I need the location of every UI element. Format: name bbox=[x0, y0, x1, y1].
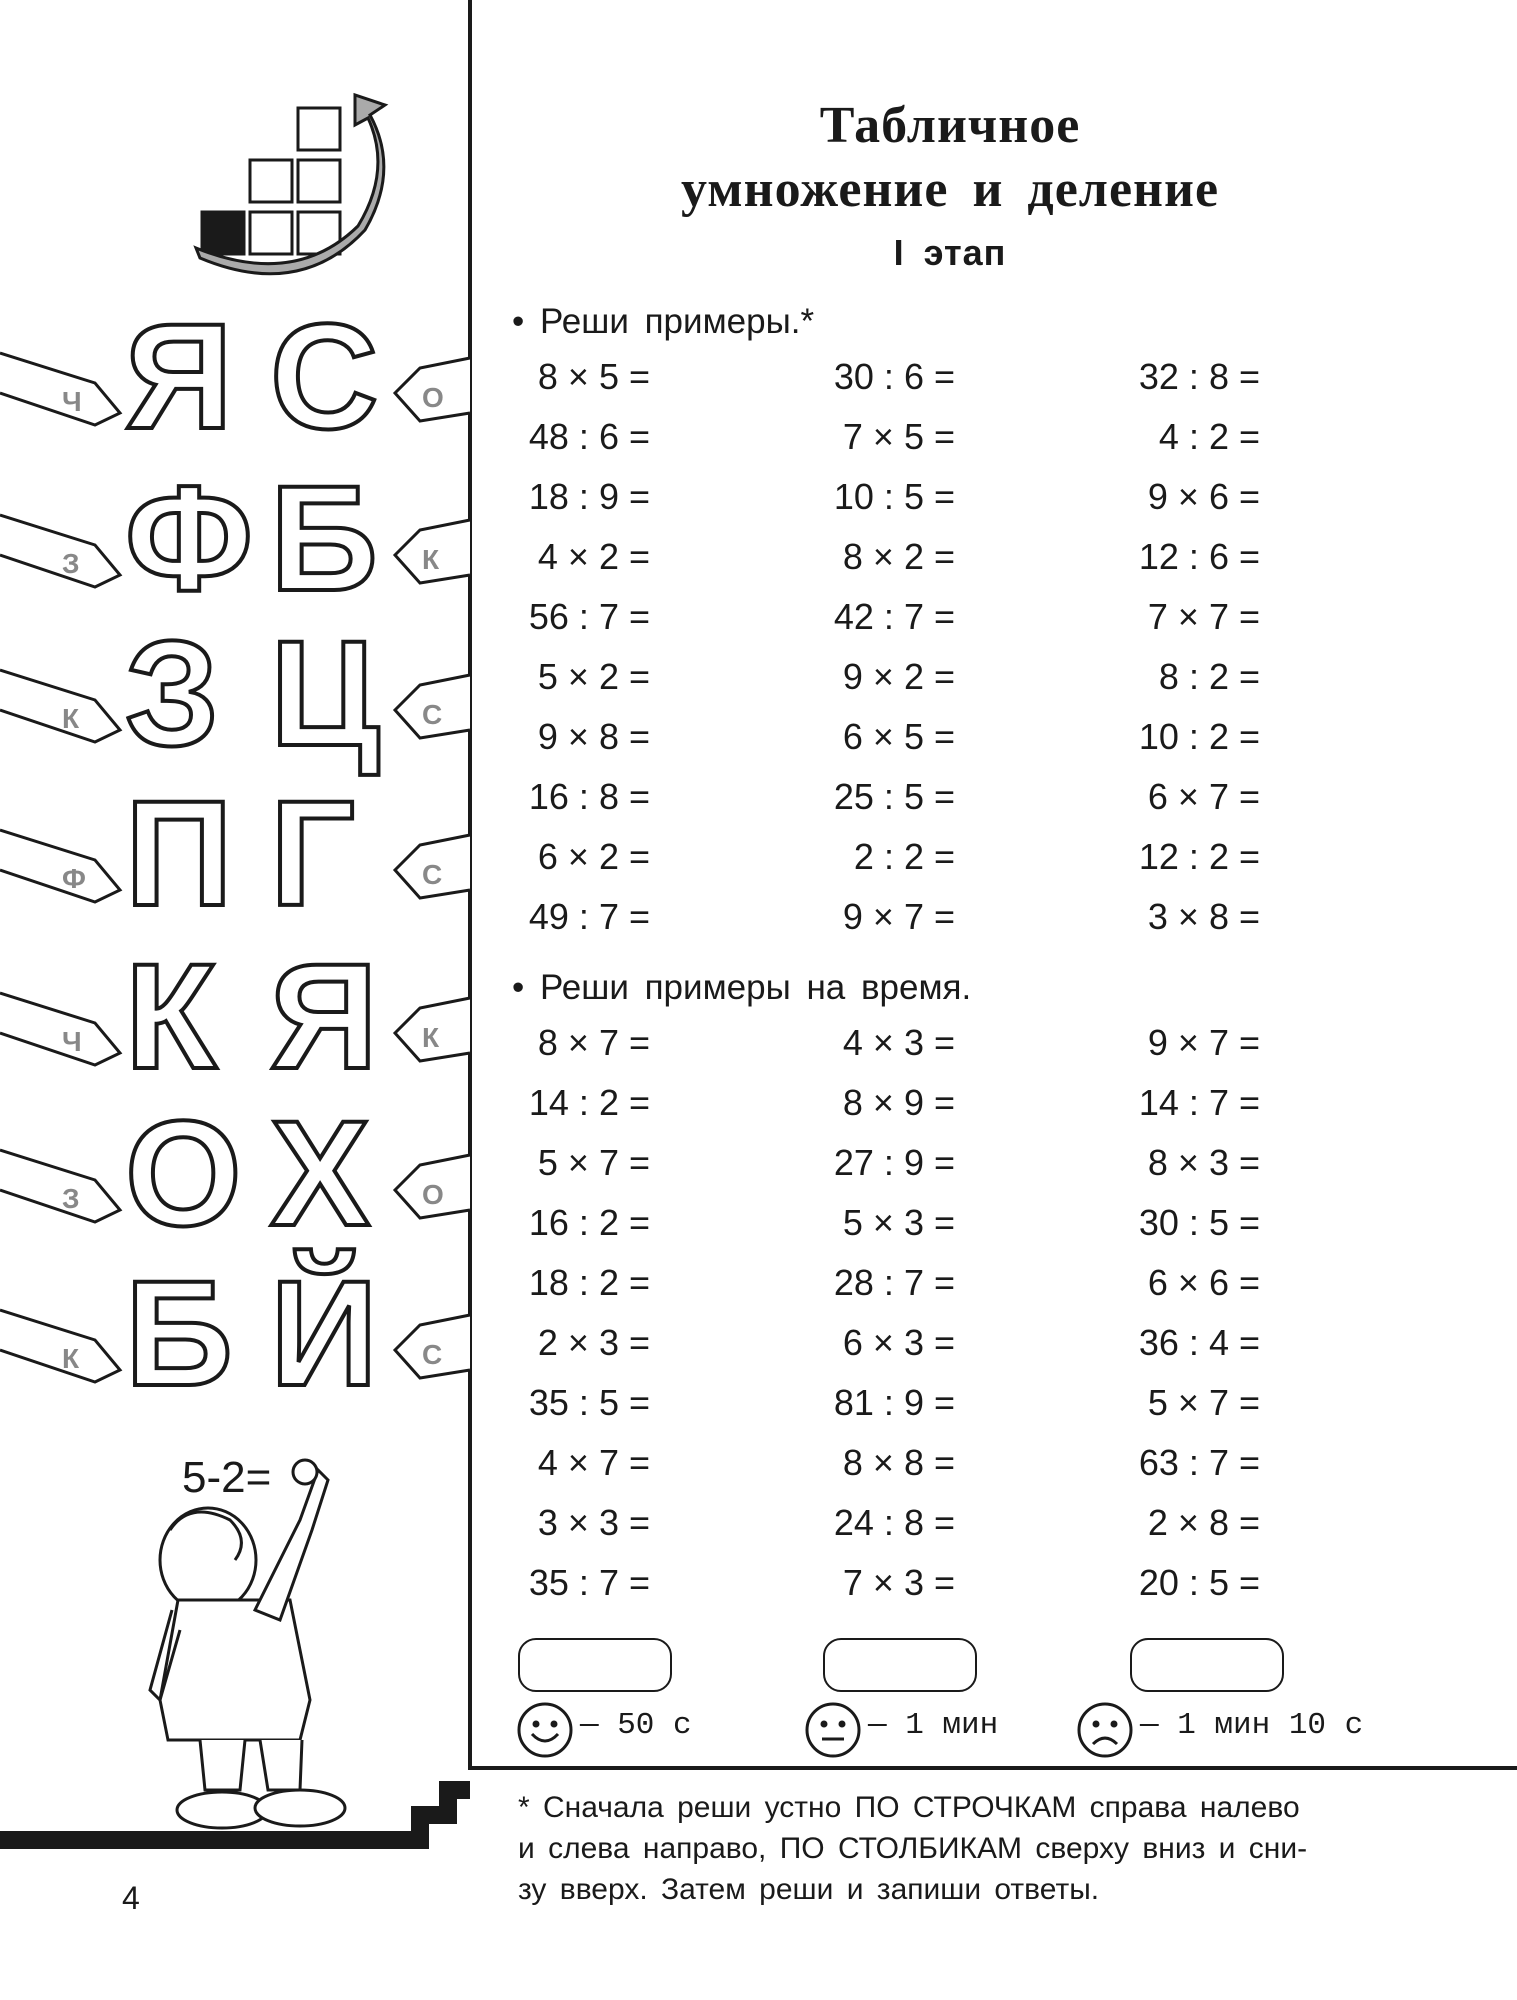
example-section1-r5-c1: 56 : 7 = bbox=[528, 596, 650, 637]
big-letter-right-4: Г bbox=[270, 769, 356, 937]
example-section1-r4-c1: 4 × 2 = bbox=[537, 536, 650, 577]
big-letter-right-7: Й bbox=[270, 1249, 378, 1417]
example-section2-r4-c3: 30 : 5 = bbox=[1138, 1202, 1260, 1243]
example-section2-r5-c1: 18 : 2 = bbox=[528, 1262, 650, 1303]
example-section1-r7-c2: 6 × 5 = bbox=[842, 716, 955, 757]
pencil-right-letter: К bbox=[422, 1022, 440, 1053]
sad-face-icon bbox=[1075, 1700, 1135, 1760]
example-section2-r1-c3: 9 × 7 = bbox=[1147, 1022, 1260, 1063]
example-section1-r1-c3: 32 : 8 = bbox=[1138, 356, 1260, 397]
example-section2-r9-c1: 3 × 3 = bbox=[537, 1502, 650, 1543]
example-section2-r5-c3: 6 × 6 = bbox=[1147, 1262, 1260, 1303]
example-section1-r8-c3: 6 × 7 = bbox=[1147, 776, 1260, 817]
pencil-left-letter: З bbox=[62, 1183, 80, 1214]
example-section2-r7-c3: 5 × 7 = bbox=[1147, 1382, 1260, 1423]
example-section2-r6-c2: 6 × 3 = bbox=[842, 1322, 955, 1363]
footnote-line-3: зу вверх. Затем реши и запиши ответы. bbox=[518, 1873, 1100, 1906]
example-section1-r2-c1: 48 : 6 = bbox=[528, 416, 650, 457]
big-letter-right-5: Я bbox=[270, 932, 378, 1100]
title-line-1: Табличное bbox=[819, 97, 1081, 154]
example-section1-r2-c3: 4 : 2 = bbox=[1158, 416, 1260, 457]
big-letter-right-1: С bbox=[270, 292, 379, 460]
example-section1-r6-c1: 5 × 2 = bbox=[537, 656, 650, 697]
example-section1-r7-c1: 9 × 8 = bbox=[537, 716, 650, 757]
answer-box-1[interactable] bbox=[518, 1638, 672, 1692]
example-section2-r8-c1: 4 × 7 = bbox=[537, 1442, 650, 1483]
pencil-left-icon bbox=[0, 1150, 120, 1222]
example-section1-r5-c2: 42 : 7 = bbox=[833, 596, 955, 637]
example-section1-r1-c2: 30 : 6 = bbox=[833, 356, 955, 397]
pencil-left-icon bbox=[0, 670, 120, 742]
pencil-left-letter: К bbox=[62, 1343, 80, 1374]
example-section1-r9-c3: 12 : 2 = bbox=[1138, 836, 1260, 877]
timer-label-3: — 1 мин 10 с bbox=[1140, 1708, 1364, 1743]
example-section2-r3-c2: 27 : 9 = bbox=[833, 1142, 955, 1183]
example-section1-r4-c2: 8 × 2 = bbox=[842, 536, 955, 577]
example-section1-r2-c2: 7 × 5 = bbox=[842, 416, 955, 457]
pencil-right-letter: С bbox=[422, 1339, 443, 1370]
title-stage: I этап bbox=[893, 232, 1007, 273]
happy-face-icon bbox=[515, 1700, 575, 1760]
example-section2-r4-c2: 5 × 3 = bbox=[842, 1202, 955, 1243]
pencil-left-icon bbox=[0, 993, 120, 1065]
big-letter-left-6: О bbox=[125, 1089, 242, 1257]
example-section1-r10-c1: 49 : 7 = bbox=[528, 896, 650, 937]
pencil-left-letter: Ч bbox=[62, 386, 82, 417]
example-section2-r6-c3: 36 : 4 = bbox=[1138, 1322, 1260, 1363]
pencil-left-letter: З bbox=[62, 548, 80, 579]
timer-label-1: — 50 с bbox=[580, 1708, 692, 1743]
example-section2-r6-c1: 2 × 3 = bbox=[537, 1322, 650, 1363]
big-letter-left-4: П bbox=[125, 769, 233, 937]
example-section1-r9-c2: 2 : 2 = bbox=[853, 836, 955, 877]
example-section1-r10-c2: 9 × 7 = bbox=[842, 896, 955, 937]
footnote-line-1: * Сначала реши устно ПО СТРОЧКАМ справа налево bbox=[518, 1791, 1300, 1824]
example-section1-r6-c3: 8 : 2 = bbox=[1158, 656, 1260, 697]
example-section1-r3-c3: 9 × 6 = bbox=[1147, 476, 1260, 517]
footnote-line-2: и слева направо, ПО СТОЛБИКАМ сверху вниз и сни- bbox=[518, 1832, 1308, 1865]
example-section2-r10-c2: 7 × 3 = bbox=[842, 1562, 955, 1603]
example-section2-r2-c1: 14 : 2 = bbox=[528, 1082, 650, 1123]
instruction-1: • Реши примеры.* bbox=[512, 302, 815, 341]
example-section2-r2-c3: 14 : 7 = bbox=[1138, 1082, 1260, 1123]
example-section1-r3-c2: 10 : 5 = bbox=[833, 476, 955, 517]
example-section2-r5-c2: 28 : 7 = bbox=[833, 1262, 955, 1303]
example-section2-r1-c2: 4 × 3 = bbox=[842, 1022, 955, 1063]
big-letter-left-7: Б bbox=[125, 1249, 233, 1417]
example-section2-r10-c3: 20 : 5 = bbox=[1138, 1562, 1260, 1603]
instruction-2: • Реши примеры на время. bbox=[512, 968, 972, 1007]
pencil-right-letter: С bbox=[422, 859, 443, 890]
example-section1-r8-c1: 16 : 8 = bbox=[528, 776, 650, 817]
example-section1-r8-c2: 25 : 5 = bbox=[833, 776, 955, 817]
pencil-left-letter: Ч bbox=[62, 1026, 82, 1057]
example-section1-r1-c1: 8 × 5 = bbox=[537, 356, 650, 397]
example-section1-r4-c3: 12 : 6 = bbox=[1138, 536, 1260, 577]
pencil-left-letter: К bbox=[62, 703, 80, 734]
example-section1-r3-c1: 18 : 9 = bbox=[528, 476, 650, 517]
timer-label-2: — 1 мин bbox=[868, 1708, 999, 1743]
board-text: 5-2= bbox=[182, 1453, 272, 1502]
pencil-right-letter: С bbox=[422, 699, 443, 730]
example-section2-r7-c2: 81 : 9 = bbox=[833, 1382, 955, 1423]
pencil-right-letter: К bbox=[422, 544, 440, 575]
title-line-2: умножение и деление bbox=[680, 161, 1220, 218]
big-letter-right-3: Ц bbox=[270, 609, 380, 777]
example-section1-r5-c3: 7 × 7 = bbox=[1147, 596, 1260, 637]
pencil-left-icon bbox=[0, 830, 120, 902]
example-section2-r9-c3: 2 × 8 = bbox=[1147, 1502, 1260, 1543]
pencil-left-letter: Ф bbox=[62, 863, 86, 894]
boy-illustration-icon bbox=[150, 1453, 345, 1828]
answer-box-3[interactable] bbox=[1130, 1638, 1284, 1692]
squares-logo-icon bbox=[202, 108, 340, 254]
big-letter-left-3: З bbox=[125, 609, 219, 777]
pencil-right-letter: О bbox=[422, 382, 444, 413]
pencil-left-icon bbox=[0, 515, 120, 587]
page-number: 4 bbox=[122, 1880, 140, 1916]
example-section2-r3-c3: 8 × 3 = bbox=[1147, 1142, 1260, 1183]
example-section2-r4-c1: 16 : 2 = bbox=[528, 1202, 650, 1243]
pencil-left-icon bbox=[0, 353, 120, 425]
example-section2-r9-c2: 24 : 8 = bbox=[833, 1502, 955, 1543]
pencil-left-icon bbox=[0, 1310, 120, 1382]
big-letter-right-6: Х bbox=[270, 1089, 371, 1257]
example-section2-r10-c1: 35 : 7 = bbox=[528, 1562, 650, 1603]
example-section1-r10-c3: 3 × 8 = bbox=[1147, 896, 1260, 937]
big-letter-left-1: Я bbox=[125, 292, 233, 460]
big-letter-left-5: К bbox=[125, 932, 217, 1100]
pencil-right-letter: О bbox=[422, 1179, 444, 1210]
answer-box-2[interactable] bbox=[823, 1638, 977, 1692]
example-section2-r1-c1: 8 × 7 = bbox=[537, 1022, 650, 1063]
big-letter-left-2: Ф bbox=[125, 454, 254, 622]
example-section2-r8-c3: 63 : 7 = bbox=[1138, 1442, 1260, 1483]
example-section2-r8-c2: 8 × 8 = bbox=[842, 1442, 955, 1483]
big-letter-right-2: Б bbox=[270, 454, 378, 622]
example-section2-r7-c1: 35 : 5 = bbox=[528, 1382, 650, 1423]
example-section2-r3-c1: 5 × 7 = bbox=[537, 1142, 650, 1183]
example-section1-r7-c3: 10 : 2 = bbox=[1138, 716, 1260, 757]
example-section1-r6-c2: 9 × 2 = bbox=[842, 656, 955, 697]
example-section2-r2-c2: 8 × 9 = bbox=[842, 1082, 955, 1123]
example-section1-r9-c1: 6 × 2 = bbox=[537, 836, 650, 877]
neutral-face-icon bbox=[803, 1700, 863, 1760]
